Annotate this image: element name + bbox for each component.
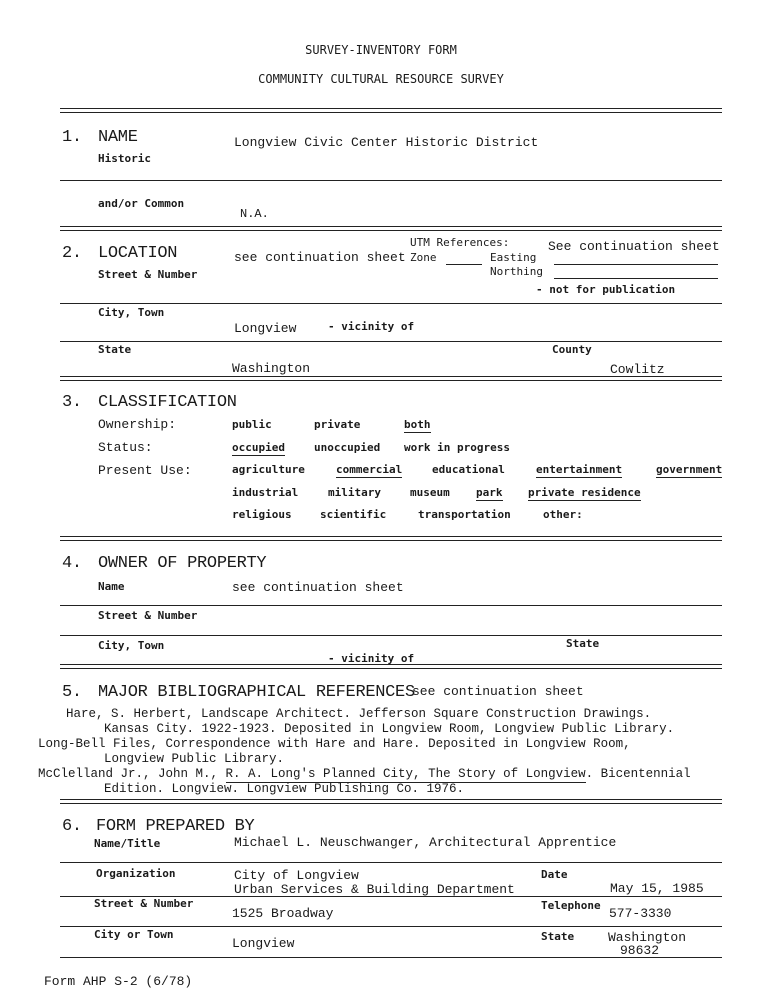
historic-value: Longview Civic Center Historic District xyxy=(234,135,539,150)
divider xyxy=(60,799,722,804)
organization-label: Organization xyxy=(96,867,176,880)
city-label: City, Town xyxy=(98,306,165,319)
section-6-heading: FORM PREPARED BY xyxy=(96,817,255,836)
street-label: Street & Number xyxy=(98,268,198,281)
ownership-private: private xyxy=(314,418,361,431)
divider xyxy=(60,303,722,304)
form-subtitle: COMMUNITY CULTURAL RESOURCE SURVEY xyxy=(258,72,504,86)
state-value: Washington xyxy=(232,361,311,376)
vicinity-label: - vicinity of xyxy=(328,320,415,333)
section-1-number: 1. xyxy=(62,128,82,147)
use-other: other: xyxy=(543,508,583,521)
divider xyxy=(60,605,722,606)
use-museum: museum xyxy=(410,486,450,499)
northing-label: Northing xyxy=(490,265,543,278)
prepared-state-value: Washington xyxy=(608,930,687,945)
owner-vicinity: - vicinity of xyxy=(328,652,415,665)
prepared-city-value: Longview xyxy=(232,936,295,951)
owner-city-label: City, Town xyxy=(98,639,165,652)
biblio-line: Edition. Longview. Longview Publishing Co. 1976. xyxy=(104,782,465,796)
use-park-checked: park xyxy=(476,486,503,499)
biblio-line xyxy=(38,767,691,781)
zone-label: Zone xyxy=(410,251,437,264)
status-occupied-checked: occupied xyxy=(232,441,285,454)
prepared-city-label: City or Town xyxy=(94,928,174,941)
divider xyxy=(60,376,722,381)
use-military: military xyxy=(328,486,381,499)
state-label: State xyxy=(98,343,132,356)
organization-value: City of Longview xyxy=(234,868,359,883)
easting-label: Easting xyxy=(490,251,537,264)
biblio-book-title: R. A. Long's Planned City, The Story of Longview xyxy=(225,767,586,781)
organization-dept: Urban Services & Building Department xyxy=(234,882,515,897)
biblio-tail: . Bicentennial xyxy=(585,767,691,781)
utm-label: UTM References: xyxy=(410,236,510,249)
owner-state-label: State xyxy=(566,637,600,650)
biblio-line: Hare, S. Herbert, Landscape Architect. Jefferson Square Construction Drawings. xyxy=(66,707,652,721)
form-id: Form AHP S-2 (6/78) xyxy=(44,974,193,989)
biblio-line: Kansas City. 1922-1923. Deposited in Longview Room, Longview Public Library. xyxy=(104,722,675,736)
use-commercial-checked: commercial xyxy=(336,463,403,476)
county-value: Cowlitz xyxy=(610,362,665,377)
divider xyxy=(60,180,722,181)
section-4-number: 4. xyxy=(62,554,82,573)
divider xyxy=(60,862,722,863)
zone-blank xyxy=(446,251,482,265)
city-value: Longview xyxy=(234,321,297,336)
street-value: see continuation sheet xyxy=(234,250,406,265)
status-label: Status: xyxy=(98,440,153,455)
biblio-note: see continuation sheet xyxy=(412,684,584,699)
common-value: N.A. xyxy=(240,207,269,221)
ownership-label: Ownership: xyxy=(98,417,177,432)
county-label: County xyxy=(552,343,592,356)
easting-blank xyxy=(554,251,718,265)
not-for-publication: - not for publication xyxy=(536,283,676,296)
owner-name-value: see continuation sheet xyxy=(232,580,404,595)
prepared-name-value: Michael L. Neuschwanger, Architectural Apprentice xyxy=(234,835,617,850)
prepared-state-label: State xyxy=(541,930,575,943)
use-industrial: industrial xyxy=(232,486,299,499)
status-unoccupied: unoccupied xyxy=(314,441,381,454)
utm-value: See continuation sheet xyxy=(548,239,720,254)
date-value: May 15, 1985 xyxy=(610,881,704,896)
historic-label: Historic xyxy=(98,152,151,165)
use-private-residence-checked: private residence xyxy=(528,486,641,499)
section-2-number: 2. xyxy=(62,244,82,263)
biblio-line: Longview Public Library. xyxy=(104,752,285,766)
divider xyxy=(60,635,722,636)
divider xyxy=(60,957,722,958)
use-transportation: transportation xyxy=(418,508,511,521)
divider xyxy=(60,341,722,342)
use-educational: educational xyxy=(432,463,505,476)
ownership-both-checked: both xyxy=(404,418,431,431)
prepared-street-value: 1525 Broadway xyxy=(232,906,334,921)
biblio-line: Long-Bell Files, Correspondence with Hare and Hare. Deposited in Longview Room, xyxy=(38,737,631,751)
divider xyxy=(60,108,722,113)
divider xyxy=(60,536,722,541)
use-agriculture: agriculture xyxy=(232,463,305,476)
common-label: and/or Common xyxy=(98,197,185,210)
divider xyxy=(60,926,722,927)
prepared-street-label: Street & Number xyxy=(94,897,194,910)
telephone-value: 577-3330 xyxy=(609,906,672,921)
section-2-heading: LOCATION xyxy=(98,244,178,263)
section-3-heading: CLASSIFICATION xyxy=(98,393,237,412)
present-use-label: Present Use: xyxy=(98,463,192,478)
use-religious: religious xyxy=(232,508,292,521)
prepared-name-label: Name/Title xyxy=(94,837,161,850)
owner-street-label: Street & Number xyxy=(98,609,198,622)
divider xyxy=(60,664,722,669)
section-5-heading: MAJOR BIBLIOGRAPHICAL REFERENCES xyxy=(98,683,415,702)
date-label: Date xyxy=(541,868,568,881)
section-6-number: 6. xyxy=(62,817,82,836)
ownership-public: public xyxy=(232,418,272,431)
use-government-checked: government xyxy=(656,463,723,476)
divider xyxy=(60,226,722,231)
use-scientific: scientific xyxy=(320,508,387,521)
northing-blank xyxy=(554,265,718,279)
biblio-author: McClelland Jr., John M., xyxy=(38,767,226,781)
status-work-in-progress: work in progress xyxy=(404,441,510,454)
use-entertainment-checked: entertainment xyxy=(536,463,623,476)
form-title: SURVEY-INVENTORY FORM xyxy=(305,43,457,57)
section-4-heading: OWNER OF PROPERTY xyxy=(98,554,267,573)
zip-value: 98632 xyxy=(620,943,660,958)
section-5-number: 5. xyxy=(62,683,82,702)
section-3-number: 3. xyxy=(62,393,82,412)
section-1-heading: NAME xyxy=(98,128,138,147)
owner-name-label: Name xyxy=(98,580,125,593)
telephone-label: Telephone xyxy=(541,899,601,912)
